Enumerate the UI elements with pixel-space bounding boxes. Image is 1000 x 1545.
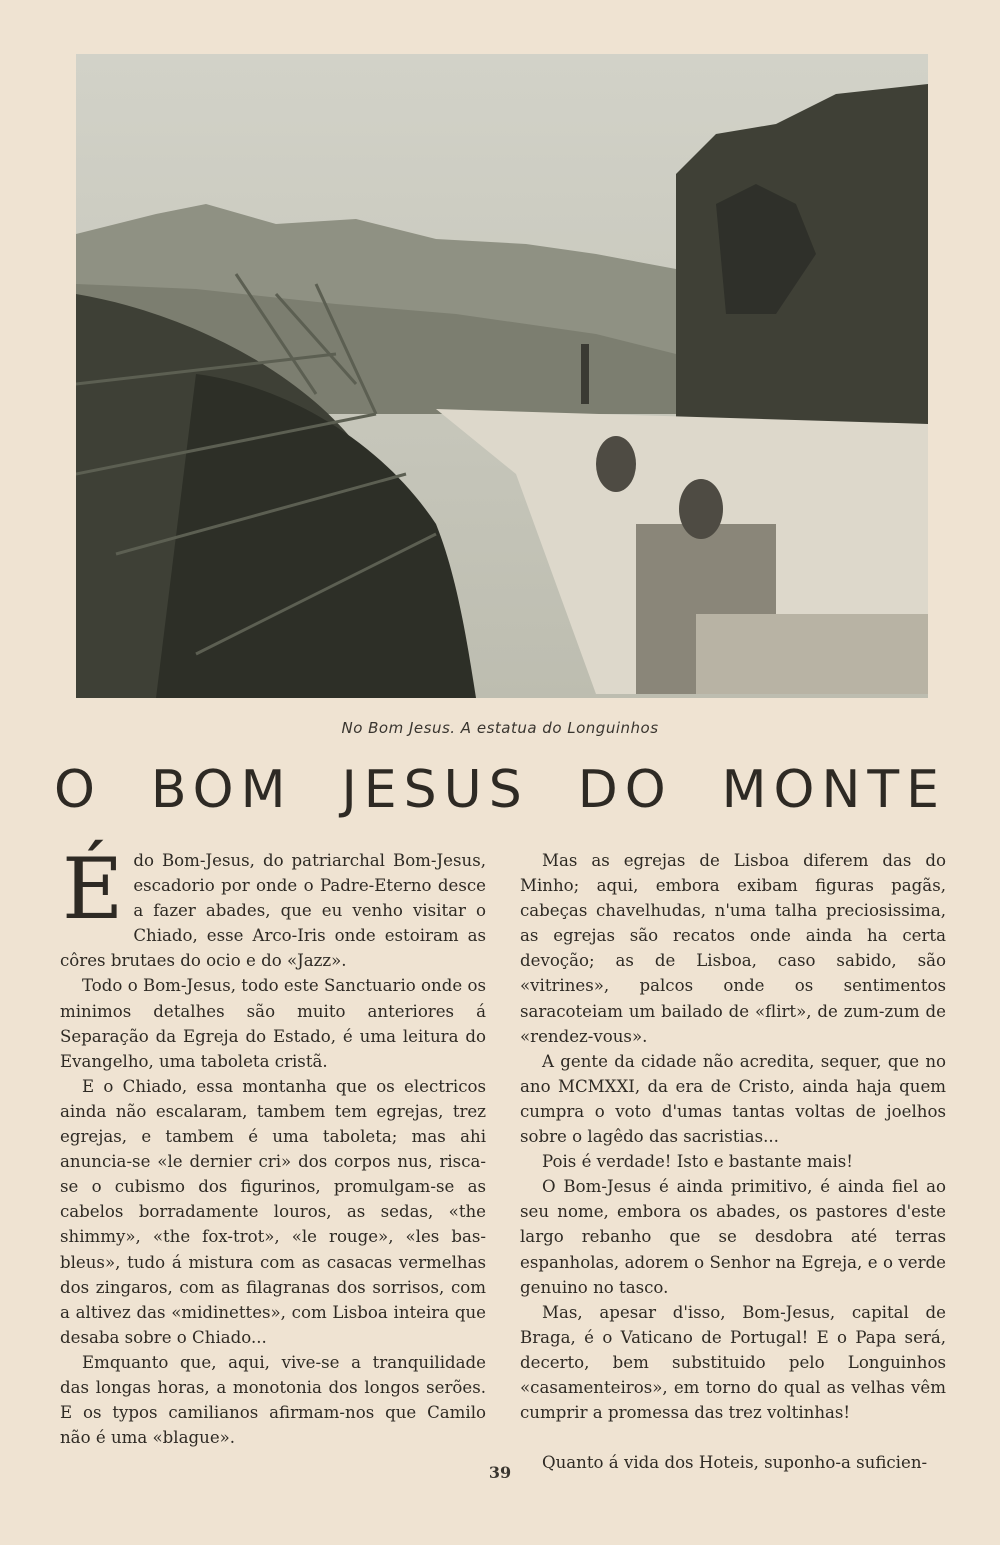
- drop-cap: É: [62, 840, 124, 938]
- paragraph: O Bom-Jesus é ainda primitivo, é ainda fiel ao seu nome, embora os abades, os pastores d'este largo rebanho que se desdobra até terras espanholas, adorem o Senhor na Egreja, e o verde genuino no tasco.: [520, 1177, 946, 1297]
- paragraph: A gente da cidade não acredita, sequer, que no ano MCMXXI, da era de Cristo, ainda haja quem cumpra o voto d'umas tantas voltas de joelhos sobre o lagêdo das sacristias...: [520, 1051, 946, 1147]
- paragraph: Mas, apesar d'isso, Bom-Jesus, capital de Braga, é o Vaticano de Portugal! E o Papa será, decerto, bem substituido pelo Longuinhos «casamenteiros», em torno do qual as velhas vêm cumprir a promessa das trez voltinhas!: [520, 1302, 946, 1423]
- photo-illustration: [76, 54, 928, 698]
- photo-caption: No Bom Jesus. A estatua do Longuinhos: [341, 719, 659, 737]
- paragraph-text: do Bom-Jesus, do patriarchal Bom-Jesus, escadorio por onde o Padre-Eterno desce a fazer abades, que eu venho visitar o Chiado, esse Arco-Iris onde estoiram as côres brutaes do ocio e do «Jazz».: [60, 851, 486, 971]
- paragraph: Emquanto que, aqui, vive-se a tranquilidade das longas horas, a monotonia dos longos serões. E os typos camilianos afirmam-nos que Camilo não é uma «blague».: [60, 1352, 486, 1448]
- paragraph: Mas as egrejas de Lisboa diferem das do Minho; aqui, embora exibam figuras pagãs, cabeças chavelhudas, n'uma talha preciosissima, as egrejas são recatos onde ainda ha certa devoção; as de Lisboa, caso sabido, são «vitrines», palcos onde os sentimentos saracoteiam um bailado de «flirt», de zum-zum de «rendez-vous».: [520, 851, 946, 1046]
- paragraph: [60, 840, 486, 973]
- page-number: 39: [488, 1463, 512, 1482]
- paragraph: E o Chiado, essa montanha que os electricos ainda não escalaram, tambem tem egrejas, trez egrejas, e tambem é uma taboleta; mas ahi anuncia-se «le dernier cri» dos corpos nus, risca-se o cubismo dos figurinos, promulgam-se as cabelos borradamente louros, as sedas, «the shimmy», «the fox-trot», «le rouge», «les bas-bleus», tudo á mistura com as casacas vermelhas dos zingaros, com as filagranas dos sorrisos, com a altivez das «midinettes», com Lisboa inteira que desaba sobre o Chiado...: [60, 1076, 486, 1347]
- paragraph: Quanto á vida dos Hoteis, suponho-a suficien-: [542, 1453, 928, 1473]
- paragraph: Pois é verdade! Isto e bastante mais!: [542, 1152, 853, 1172]
- right-column: [520, 848, 946, 1475]
- left-column: [60, 840, 486, 1450]
- article-title: O BOM JESUS DO MONTE: [54, 760, 946, 820]
- photograph-bom-jesus: [76, 54, 928, 698]
- paragraph: Todo o Bom-Jesus, todo este Sanctuario onde os minimos detalhes são muito anteriores á Separação da Egreja do Estado, é uma leitura do Evangelho, uma taboleta cristã.: [60, 976, 486, 1071]
